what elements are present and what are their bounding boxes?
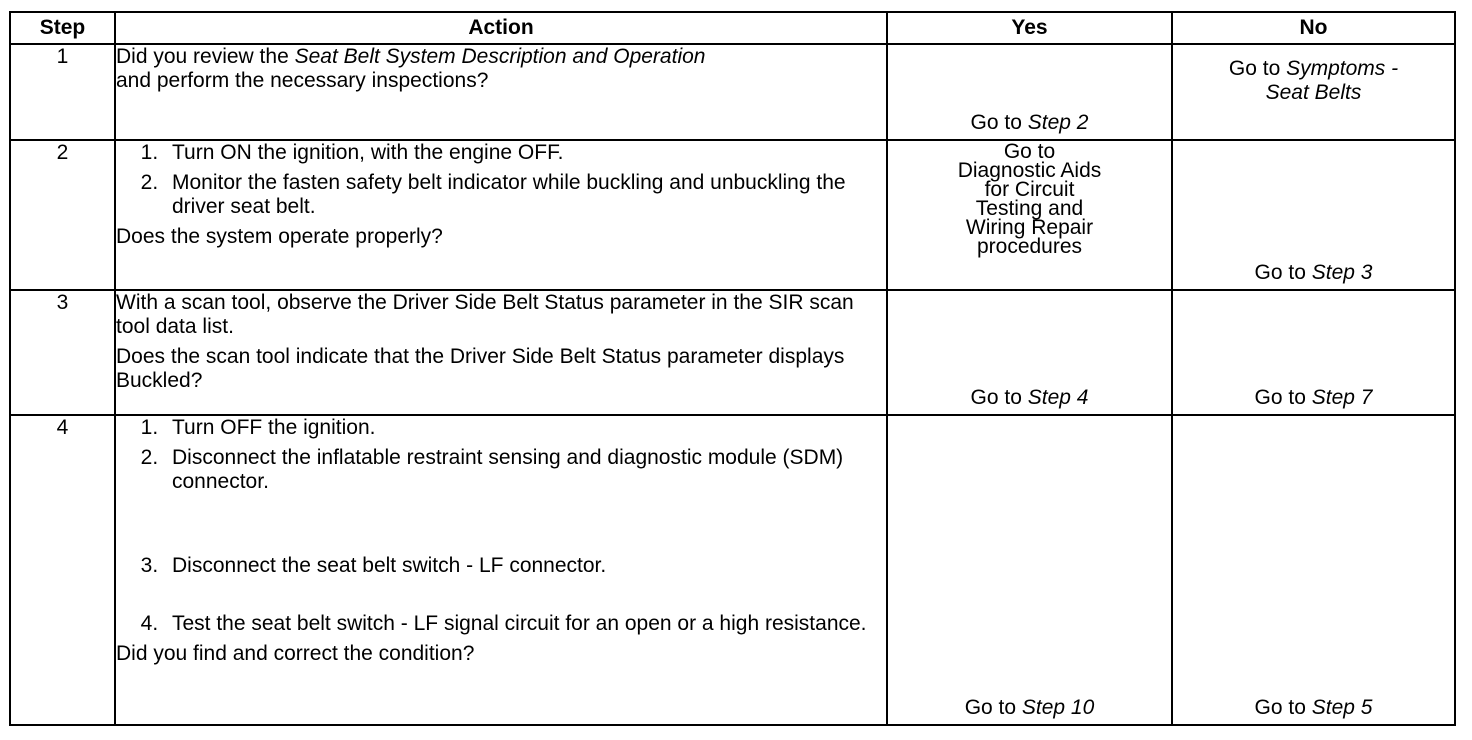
yes-cell <box>887 140 1172 290</box>
no-result: Go to Step 5 <box>1254 696 1373 719</box>
yes-result: Go to Step 4 <box>970 386 1089 409</box>
step-number: 2 <box>10 140 115 290</box>
substep-item: 4. Test the seat belt switch - LF signal circuit for an open or a high resistance. <box>164 612 886 636</box>
action-cell <box>115 290 887 415</box>
question-text: Did you find and correct the condition? <box>116 642 475 665</box>
no-step-link[interactable]: Step 5 <box>1311 696 1373 719</box>
no-step-link[interactable]: Step 7 <box>1311 386 1373 409</box>
yes-result[interactable]: Go to Diagnostic Aids for Circuit Testing and Wiring Repair procedures <box>957 140 1102 258</box>
table-row-step-2 <box>10 140 1455 290</box>
table-row-step-3 <box>10 290 1455 415</box>
no-symptoms-link[interactable]: Symptoms - <box>1286 57 1399 80</box>
question-text: Does the system operate properly? <box>116 225 443 248</box>
substep-item: 1. Turn ON the ignition, with the engine OFF. <box>164 141 886 165</box>
action-text-continued: and perform the necessary inspections? <box>116 69 489 92</box>
substep-list <box>116 416 886 636</box>
no-symptoms-link-line2[interactable]: Seat Belts <box>1265 81 1362 104</box>
substep-item: 3. Disconnect the seat belt switch - LF connector. <box>164 554 886 578</box>
yes-cell <box>887 415 1172 725</box>
step-number: 1 <box>10 44 115 140</box>
action-cell <box>115 140 887 290</box>
no-step-link[interactable]: Step 3 <box>1311 261 1373 284</box>
yes-result: Go to Step 10 <box>964 696 1095 719</box>
action-cell <box>115 415 887 725</box>
yes-step-link[interactable]: Step 10 <box>1021 696 1095 719</box>
substep-item: 2. Disconnect the inflatable restraint sensing and diagnostic module (SDM) connector. <box>164 446 886 494</box>
header-step: Step <box>10 12 115 44</box>
action-reference: Seat Belt System Description and Operation <box>294 45 706 68</box>
table-row-step-4 <box>10 415 1455 725</box>
substep-item: 2. Monitor the fasten safety belt indicator while buckling and unbuckling the driver seat belt. <box>164 171 886 219</box>
no-cell <box>1172 44 1455 140</box>
step-number: 3 <box>10 290 115 415</box>
question-text: Does the scan tool indicate that the Driver Side Belt Status parameter displays Buckled? <box>116 345 845 392</box>
yes-step-link[interactable]: Step 4 <box>1027 386 1089 409</box>
no-result: Go to Step 7 <box>1254 386 1373 409</box>
yes-step-link[interactable]: Step 2 <box>1027 111 1089 134</box>
header-no: No <box>1172 12 1455 44</box>
substep-item: 1. Turn OFF the ignition. <box>164 416 886 440</box>
no-cell <box>1172 415 1455 725</box>
diagnostic-table <box>9 11 1456 726</box>
no-result: Go to Step 3 <box>1254 261 1373 284</box>
header-row <box>10 12 1455 44</box>
action-text: With a scan tool, observe the Driver Side Belt Status parameter in the SIR scan tool data list. <box>116 291 854 338</box>
action-cell <box>115 44 887 140</box>
action-text: Did you review the <box>116 45 295 68</box>
yes-cell <box>887 44 1172 140</box>
table-row-step-1 <box>10 44 1455 140</box>
header-yes: Yes <box>887 12 1172 44</box>
yes-cell <box>887 290 1172 415</box>
yes-result: Go to Step 2 <box>970 111 1089 134</box>
substep-list <box>116 141 886 219</box>
no-cell <box>1172 140 1455 290</box>
no-result: Go to Symptoms - Seat Belts <box>1228 57 1399 104</box>
no-cell <box>1172 290 1455 415</box>
header-action: Action <box>115 12 887 44</box>
step-number: 4 <box>10 415 115 725</box>
